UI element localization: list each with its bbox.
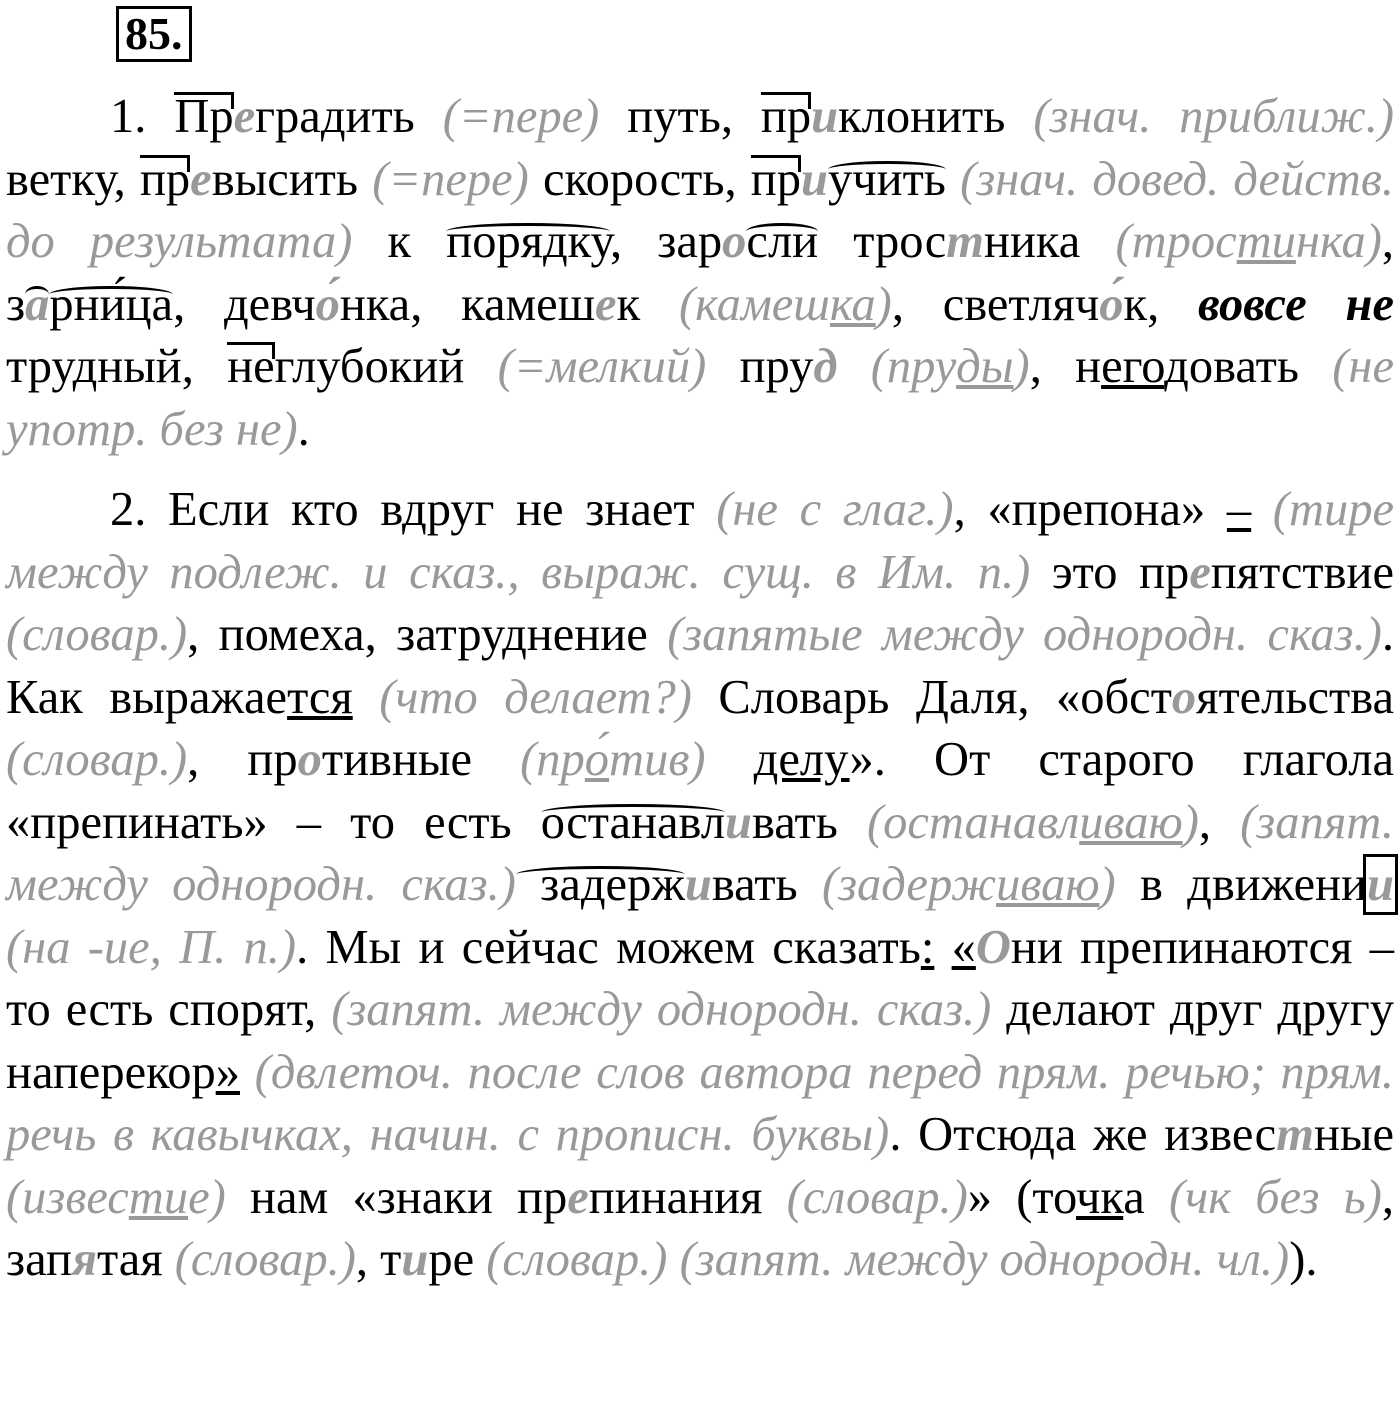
prefix-mark: не — [227, 340, 275, 393]
grammar-note-underlined: ти — [128, 1170, 189, 1224]
grammar-note: ) — [875, 277, 892, 331]
grammar-note-underlined: иваю — [1079, 795, 1183, 849]
text: затруднение — [376, 608, 668, 661]
text — [1005, 90, 1033, 143]
text — [240, 1046, 255, 1099]
vowel-highlight: и — [801, 152, 828, 206]
prefix-mark: пр — [139, 152, 191, 206]
text: в движени — [1115, 858, 1368, 911]
text: высить — [211, 152, 358, 206]
root-arc: рни́ца — [49, 277, 174, 331]
underlined-text: его — [1101, 340, 1165, 393]
text: к — [616, 277, 679, 331]
text: , пр — [187, 733, 298, 786]
grammar-note: (не употр. без не) — [6, 340, 1394, 456]
vowel-highlight: о́ — [1099, 277, 1124, 331]
text: , девч — [173, 277, 316, 331]
text: трудный, — [6, 340, 228, 393]
text — [706, 733, 754, 786]
underlined-text: чк — [1075, 1170, 1124, 1224]
text: тая — [97, 1233, 175, 1286]
underlined-text: тся — [287, 670, 353, 724]
grammar-note: (не с глаг.) — [716, 483, 954, 536]
grammar-note: (извес — [6, 1170, 129, 1224]
grammar-note: ) — [1013, 340, 1030, 393]
text — [1251, 483, 1273, 536]
text — [353, 671, 379, 724]
grammar-note: (запят. между однородн. сказ.) — [6, 795, 1394, 911]
grammar-note: е) — [188, 1170, 226, 1224]
text: помеха — [199, 608, 365, 661]
text — [358, 153, 372, 206]
grammar-note: (словар.) — [6, 608, 188, 661]
grammar-note: (словар.) — [786, 1170, 968, 1224]
letter-highlight: т — [1276, 1108, 1314, 1161]
grammar-note: (запят. между однородн. чл.) — [679, 1233, 1290, 1286]
text: , зар — [609, 215, 723, 268]
underlined-text: делу — [753, 733, 850, 786]
text: 2. Если кто вдруг не знает — [110, 483, 717, 536]
grammar-note: (трос — [1115, 215, 1237, 268]
text: вать — [752, 795, 867, 849]
grammar-note: (пру — [870, 340, 957, 393]
grammar-note: (=пере) — [372, 152, 529, 206]
emphasis-text: вовсе не — [1198, 277, 1394, 331]
suffix-arc: останавл — [540, 795, 726, 849]
text: 1. — [110, 90, 175, 143]
text: скорость, — [528, 152, 751, 206]
text: к — [352, 215, 447, 268]
punct-mark: « — [951, 920, 976, 974]
prefix-mark: пр — [750, 152, 802, 206]
punct-mark: : — [920, 920, 935, 974]
grammar-note-underlined: о́ — [584, 733, 610, 786]
grammar-note: ) — [1182, 795, 1199, 849]
letter-highlight: О — [975, 920, 1011, 974]
grammar-note: (что делает?) — [379, 670, 692, 724]
text — [1211, 796, 1240, 849]
vowel-highlight: и — [401, 1233, 429, 1286]
punct-mark: , — [187, 608, 200, 661]
grammar-note-underlined: иваю — [996, 858, 1100, 911]
text: . Отсюда же извес — [889, 1108, 1277, 1161]
grammar-note: (чк без ь) — [1168, 1170, 1382, 1224]
grammar-note: (задерж — [821, 858, 997, 911]
text — [934, 921, 951, 974]
grammar-note: ) — [1099, 858, 1116, 911]
paragraph-2 — [6, 479, 1394, 1292]
text: ные — [1313, 1108, 1395, 1161]
grammar-note: (знач. приближ.) — [1033, 90, 1395, 143]
text — [415, 90, 443, 143]
text: клонить — [838, 90, 1006, 143]
prefix-mark: Пр — [174, 90, 234, 143]
root-arc: учить — [828, 152, 946, 206]
text — [667, 1233, 679, 1286]
vowel-highlight: о — [1171, 670, 1197, 724]
vowel-highlight: е — [190, 152, 212, 206]
grammar-note: (словар.) — [174, 1233, 356, 1286]
vowel-highlight: о — [297, 733, 322, 786]
grammar-note: (запят. между однородн. сказ.) — [331, 983, 992, 1036]
grammar-note: (двлеточ. после слов автора перед прям. речью; прям. речь в кавычках, начин. с прописн. буквы) — [6, 1045, 1395, 1161]
letter-highlight: д — [813, 340, 838, 393]
text: , камеш — [410, 277, 596, 331]
text: вать — [711, 858, 822, 911]
grammar-note: (словар.) — [486, 1233, 668, 1286]
vowel-highlight: о — [722, 215, 747, 268]
vowel-highlight: и — [684, 858, 712, 911]
grammar-note: (камеш — [678, 277, 830, 331]
grammar-note: (=мелкий) — [497, 340, 707, 393]
punct-mark: » — [215, 1045, 240, 1099]
grammar-note: (запятые между однородн. сказ.) — [667, 608, 1382, 661]
root-arc: сли — [746, 215, 819, 268]
vowel-highlight: е — [567, 1170, 589, 1224]
grammar-note: (знач. довед. действ. до результата) — [6, 152, 1395, 268]
text: градить — [255, 90, 415, 143]
text: нка — [339, 277, 411, 331]
grammar-note: (=пере) — [442, 90, 600, 143]
paragraph-1 — [6, 86, 1394, 461]
letter-highlight: т — [946, 215, 985, 268]
text: . Как выражае — [6, 608, 1395, 724]
grammar-note-underlined: ти — [1236, 215, 1296, 268]
vowel-highlight: я — [72, 1233, 97, 1286]
vowel-highlight: е — [1189, 545, 1211, 599]
exercise-number: 85. — [116, 6, 192, 62]
text: » (то — [967, 1170, 1076, 1224]
text: Мы и сейчас можем сказать — [308, 920, 921, 974]
text: тивные — [321, 733, 521, 786]
vowel-highlight: о́ — [315, 277, 340, 331]
root-arc: порядку — [446, 215, 610, 268]
text: это — [1030, 545, 1140, 599]
text: довать — [1164, 340, 1333, 393]
text: ). — [1289, 1233, 1318, 1286]
punct-mark: , — [1198, 795, 1211, 849]
text: , «препона» — [953, 483, 1227, 536]
text: а — [1123, 1170, 1169, 1224]
text: , светляч — [891, 277, 1100, 331]
text: зап — [6, 1233, 73, 1286]
text: пр — [1139, 545, 1190, 599]
text: . — [296, 920, 309, 974]
text: т — [368, 1233, 402, 1286]
grammar-note: (тире между подлеж. и сказ., выраж. сущ. в Им. п.) — [6, 483, 1394, 599]
grammar-note: (останавл — [866, 795, 1080, 849]
text: Словарь Даля, «обст — [691, 670, 1172, 724]
grammar-note: тив) — [609, 733, 706, 786]
punct-mark: , — [364, 608, 377, 661]
text: к, — [1123, 277, 1199, 331]
grammar-note: (на -ие, П. п.) — [6, 920, 297, 974]
grammar-note-underlined: ды — [956, 340, 1014, 393]
text: ятельства — [1196, 670, 1395, 724]
vowel-highlight: а — [25, 277, 50, 331]
grammar-note: нка) — [1295, 215, 1382, 268]
text: , н — [1029, 340, 1102, 393]
vowel-highlight: и — [725, 795, 753, 849]
prefix-mark: пр — [760, 90, 812, 143]
text: . — [297, 402, 310, 456]
text: ника — [984, 215, 1116, 268]
text: трос — [818, 215, 947, 268]
text — [946, 153, 960, 206]
punct-mark: , — [1381, 1170, 1394, 1224]
punct-mark: – — [1226, 483, 1252, 536]
text: ветку, — [6, 152, 140, 206]
grammar-note-underlined: ка — [829, 277, 876, 331]
text: путь, — [599, 90, 761, 143]
punct-mark: , — [355, 1233, 369, 1286]
grammar-note: (словар.) — [6, 733, 188, 786]
vowel-highlight: и — [811, 90, 839, 143]
vowel-highlight: е — [233, 90, 256, 143]
vowel-highlight: е — [595, 277, 617, 331]
text: пру — [706, 340, 814, 393]
text: ни препинаются – то есть спорят, — [6, 920, 1394, 1036]
ending-box: и — [1367, 858, 1394, 911]
grammar-note: (пр — [520, 733, 585, 786]
suffix-arc: задерж — [515, 858, 685, 911]
text: нам «знаки пр — [225, 1170, 568, 1224]
text: ре — [428, 1233, 487, 1286]
text: ». От старого глагола «препинать» – то есть — [6, 733, 1394, 849]
text: делают друг другу наперекор — [6, 983, 1394, 1099]
text: глубокий — [274, 340, 498, 393]
text — [837, 340, 870, 393]
text: пинания — [588, 1170, 787, 1224]
text: пятствие — [1210, 545, 1394, 599]
text: , з — [6, 215, 1394, 331]
